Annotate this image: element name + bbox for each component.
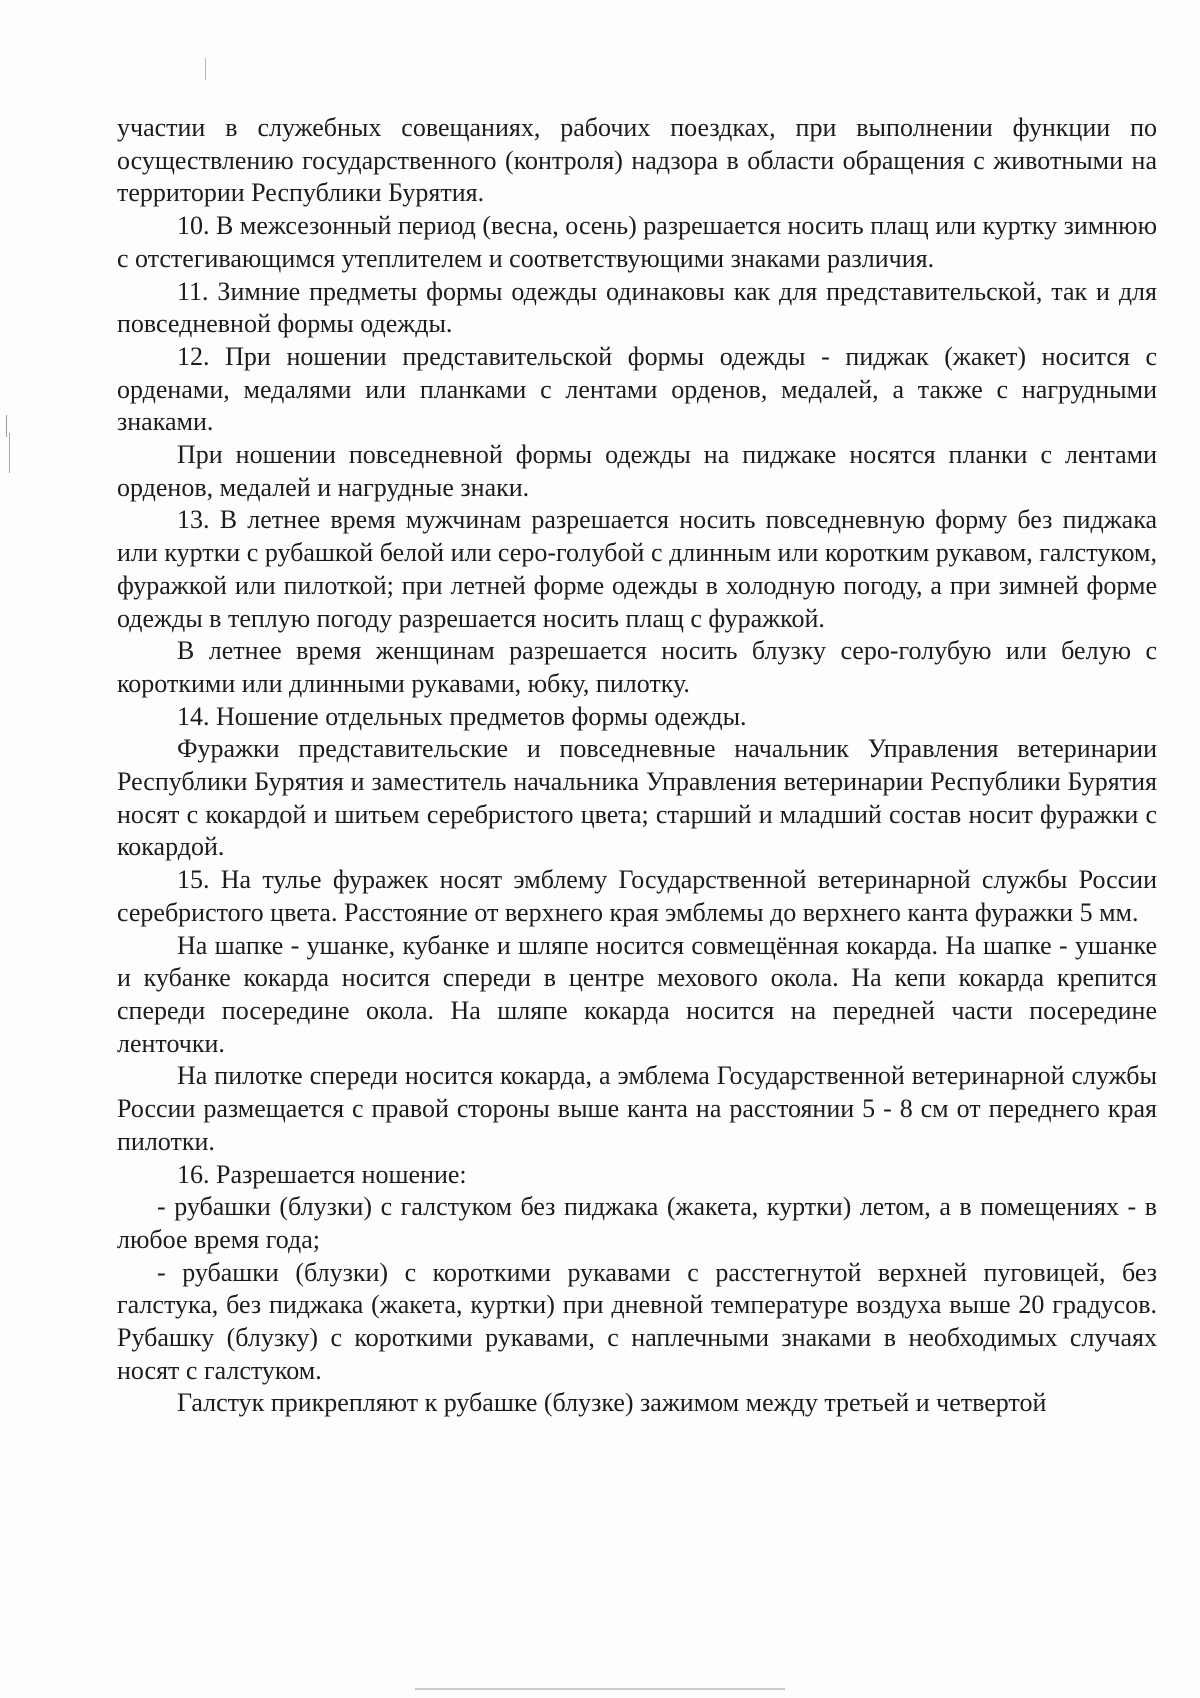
paragraph-tie: Галстук прикрепляют к рубашке (блузке) зажимом между третьей и четвертой [177,1388,1047,1418]
scan-artifact-left-2 [9,433,10,473]
paragraph-item-16-dash-1: - рубашки (блузки) с галстуком без пиджака (жакета, куртки) летом, а в помещениях - в любое время года; [117,1192,1157,1254]
paragraph-item-14-caps: Фуражки представительские и повседневные начальник Управления ветеринарии Республики Бурятия и заместитель начальника Управления ветеринарии Республики Бурятия носят с кокардой и шитьем серебристого цвета; старший и младший состав носит фуражки с кокардой. [117,734,1157,862]
scan-artifact-bottom [415,1688,785,1690]
paragraph-continuation: участии в служебных совещаниях, рабочих поездках, при выполнении функции по осуществлению государственного (контроля) надзора в области обращения с животными на территории Республики Бурятия. [117,113,1157,208]
paragraph-item-12: 12. При ношении представительской формы одежды - пиджак (жакет) носится с орденами, медалями или планками с лентами орденов, медалей, а также с нагрудными знаками. [117,341,1157,437]
paragraph-item-13-women: В летнее время женщинам разрешается носить блузку серо-голубую или белую с короткими или длинными рукавами, юбку, пилотку. [117,636,1157,698]
paragraph-item-11: 11. Зимние предметы формы одежды одинаковы как для представительской, так и для повседневной формы одежды. [117,276,1157,339]
paragraph-item-14: 14. Ношение отдельных предметов формы одежды. [177,701,747,731]
paragraph-item-13: 13. В летнее время мужчинам разрешается носить повседневную форму без пиджака или куртки с рубашкой белой или серо-голубой с длинным или коротким рукавом, галстуком, фуражкой или пилоткой; при летней форме одежды в холодную погоду, а при зимней форме одежды в теплую погоду разрешается носить плащ с фуражкой. [117,505,1157,633]
paragraph-item-15-hats: На шапке - ушанке, кубанке и шляпе носится совмещённая кокарда. На шапке - ушанке и кубанке кокарда носится спереди в центре мехового окола. На кепи кокарда крепится спереди посередине окола. На шляпе кокарда носится на передней части посередине ленточки. [117,930,1157,1058]
paragraph-item-15-pilotka: На пилотке спереди носится кокарда, а эмблема Государственной ветеринарной службы России размещается с правой стороны выше канта на расстоянии 5 - 8 см от переднего края пилотки. [117,1061,1157,1156]
paragraph-item-16: 16. Разрешается ношение: [177,1159,467,1189]
paragraph-item-15: 15. На тулье фуражек носят эмблему Государственной ветеринарной службы России серебристого цвета. Расстояние от верхнего края эмблемы до верхнего канта фуражки 5 мм. [117,865,1157,927]
document-body [117,112,1157,1420]
scan-artifact-top [205,58,206,80]
scan-artifact-left [6,415,7,437]
paragraph-item-16-dash-2: - рубашки (блузки) с короткими рукавами с расстегнутой верхней пуговицей, без галстука, без пиджака (жакета, куртки) при дневной температуре воздуха выше 20 градусов. Рубашку (блузку) с короткими рукавами, с наплечными знаками в необходимых случаях носят с галстуком. [117,1257,1157,1385]
paragraph-item-12-note: При ношении повседневной формы одежды на пиджаке носятся планки с лентами орденов, медалей и нагрудные знаки. [117,440,1157,502]
paragraph-item-10: 10. В межсезонный период (весна, осень) разрешается носить плащ или куртку зимнюю с отстегивающимся утеплителем и соответствующими знаками различия. [117,211,1157,273]
